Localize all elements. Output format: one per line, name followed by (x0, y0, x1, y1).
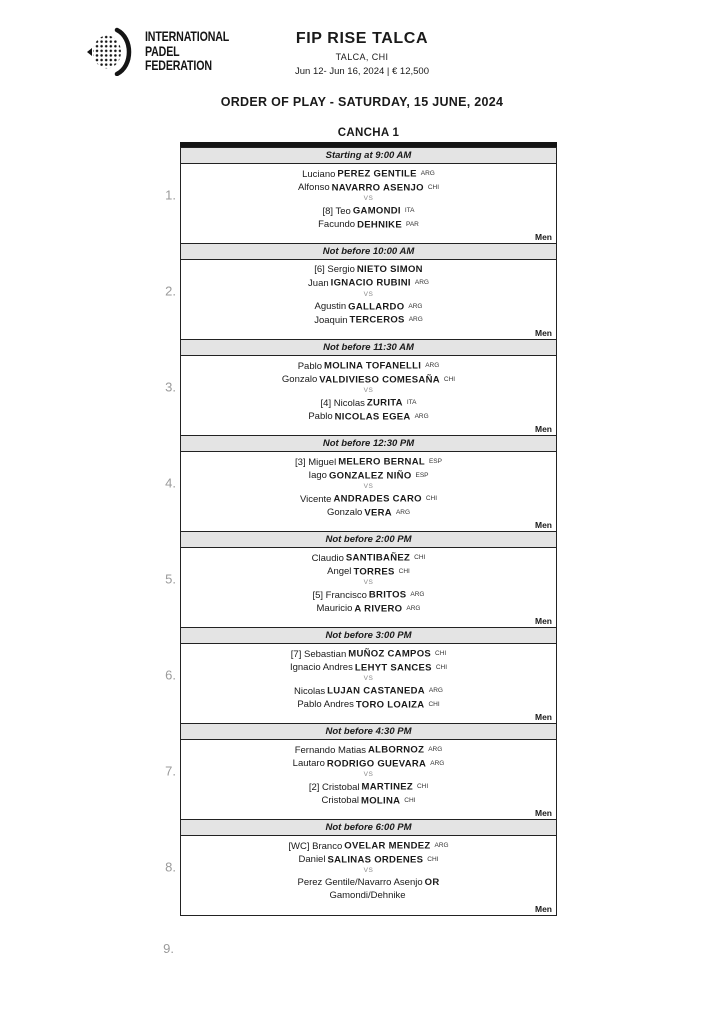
player-surname: DEHNIKE (357, 219, 402, 230)
match-number: 6. (165, 667, 176, 683)
player-surname: VERA (364, 507, 392, 518)
player-line (181, 204, 556, 218)
player-firstname: Cristobal (321, 795, 359, 806)
player-country-code: ARG (414, 279, 429, 286)
player-firstname: Pablo Andres (297, 699, 354, 710)
player-firstname: [WC] Branco (288, 840, 343, 852)
match-block (165, 147, 557, 243)
player-surname: RODRIGO GUEVARA (326, 758, 427, 769)
event-header (0, 30, 724, 77)
player-firstname: Agustin (314, 301, 347, 312)
category-label: Men (535, 616, 552, 626)
category-label: Men (535, 232, 552, 242)
category-label: Men (535, 808, 552, 818)
match-time-header: Not before 6:00 PM (181, 819, 556, 836)
player-line (181, 757, 556, 771)
match-content (181, 644, 556, 723)
ipf-logo-line1: INTERNATIONAL (145, 28, 230, 45)
player-firstname: [6] Sergio (314, 264, 355, 275)
player-line (181, 743, 556, 757)
player-surname: NAVARRO ASENJO (331, 182, 424, 193)
vs-label: VS (363, 579, 374, 586)
player-firstname: Gamondi/Dehnike (329, 890, 406, 901)
match-block (165, 243, 557, 339)
event-title: FIP RISE TALCA (295, 30, 429, 47)
player-firstname: [2] Cristobal (308, 781, 360, 793)
player-line (181, 396, 556, 410)
player-country-code: ARG (434, 842, 449, 849)
player-firstname: Iago (308, 470, 327, 481)
player-firstname: Nicolas (294, 685, 326, 697)
player-line (181, 565, 556, 579)
order-of-play-title: ORDER OF PLAY - SATURDAY, 15 JUNE, 2024 (220, 95, 504, 109)
match-content (181, 740, 556, 819)
player-surname: SANTIBAÑEZ (345, 552, 411, 564)
player-line (181, 794, 556, 808)
category-label: Men (535, 424, 552, 434)
player-surname: GAMONDI (352, 205, 401, 217)
vs-label: VS (363, 867, 374, 874)
player-firstname: [4] Nicolas (320, 397, 365, 409)
player-surname: GONZALEZ NIÑO (328, 470, 412, 481)
player-surname: TORO LOAIZA (355, 699, 425, 710)
match-content (181, 356, 556, 435)
player-firstname: Joaquin (314, 314, 348, 326)
match-content (181, 164, 556, 243)
player-line (181, 853, 556, 867)
match-time-header: Not before 12:30 PM (181, 435, 556, 452)
player-surname: ZURITA (366, 397, 403, 409)
player-line (181, 602, 556, 616)
player-line (181, 876, 556, 889)
player-surname: VALDIVIESO COMESAÑA (319, 374, 440, 385)
player-line (181, 167, 556, 181)
match-block (165, 627, 557, 723)
player-country-code: ARG (430, 759, 445, 767)
player-surname: BRITOS (368, 589, 407, 601)
ipf-logo-line3: FEDERATION (145, 57, 212, 74)
player-firstname: Angel (327, 566, 352, 577)
player-line (181, 469, 556, 483)
match-block (165, 819, 557, 916)
player-line (181, 661, 556, 675)
player-firstname: Pablo (308, 411, 333, 422)
order-of-play-table (165, 127, 557, 916)
match-block (165, 723, 557, 819)
player-firstname: [8] Teo (322, 205, 351, 217)
category-label: Men (535, 520, 552, 530)
ipf-logo-line2: PADEL (145, 42, 180, 59)
player-firstname: Mauricio (316, 603, 353, 614)
player-country-code: CHI (427, 183, 440, 191)
match-number: 8. (165, 859, 176, 875)
player-surname: IGNACIO RUBINI (330, 277, 411, 289)
player-firstname: Gonzalo (326, 507, 363, 518)
player-country-code: ARG (410, 591, 425, 598)
player-line (181, 276, 556, 290)
player-firstname: Pablo (297, 360, 323, 372)
player-surname: NICOLAS EGEA (334, 411, 411, 422)
player-surname: ALBORNOZ (367, 744, 425, 756)
match-content (181, 548, 556, 627)
player-firstname: Alfonso (297, 182, 330, 193)
player-line (181, 492, 556, 506)
vs-label: VS (363, 771, 374, 778)
player-surname: MUÑOZ CAMPOS (348, 648, 432, 660)
player-country-code: CHI (416, 783, 429, 790)
player-line (181, 263, 556, 276)
player-firstname: Daniel (298, 854, 326, 865)
vs-label: VS (363, 675, 374, 682)
player-country-code: ESP (415, 471, 429, 479)
player-surname: MOLINA TOFANELLI (324, 360, 422, 372)
player-line (181, 373, 556, 387)
player-line (181, 889, 556, 902)
match-blocks (165, 147, 557, 916)
player-firstname: Ignacio Andres (289, 662, 353, 673)
category-label: Men (535, 712, 552, 722)
player-country-code: CHI (404, 796, 416, 804)
player-line (181, 647, 556, 661)
match-time-header: Not before 3:00 PM (181, 627, 556, 644)
player-firstname: Juan (308, 277, 329, 289)
player-firstname: [3] Miguel (295, 456, 337, 468)
player-country-code: ESP (428, 458, 442, 465)
match-content (181, 260, 556, 339)
match-number: 4. (165, 475, 176, 491)
player-country-code: PAR (405, 220, 419, 228)
player-line (181, 218, 556, 232)
player-surname: A RIVERO (354, 603, 403, 614)
player-line (181, 455, 556, 469)
player-country-code: ARG (395, 508, 411, 516)
player-country-code: CHI (435, 650, 447, 657)
category-label: Men (535, 328, 552, 338)
player-country-code: CHI (427, 855, 439, 863)
match-time-header: Not before 11:30 AM (181, 339, 556, 356)
player-country-code: CHI (435, 663, 448, 671)
player-surname: GALLARDO (348, 301, 405, 312)
category-label: Men (535, 904, 552, 914)
player-surname: OVELAR MENDEZ (344, 840, 431, 852)
player-surname: OR (424, 877, 440, 888)
match-number: 1. (165, 187, 176, 203)
player-surname: MOLINA (361, 795, 401, 806)
event-location: TALCA, CHI (335, 52, 389, 62)
vs-label: VS (363, 387, 374, 394)
match-block (165, 435, 557, 531)
player-country-code: CHI (443, 375, 456, 383)
player-line (181, 839, 556, 853)
player-surname: SALINAS ORDENES (327, 854, 424, 865)
player-line (181, 588, 556, 602)
next-match-number: 9. (163, 941, 174, 956)
player-line (181, 684, 556, 698)
match-content (181, 452, 556, 531)
player-line (181, 780, 556, 794)
player-country-code: ARG (408, 302, 423, 310)
match-number: 2. (165, 283, 176, 299)
player-surname: NIETO SIMON (356, 264, 423, 275)
match-content (181, 836, 556, 915)
vs-label: VS (363, 483, 374, 490)
player-firstname: Vicente (299, 493, 332, 505)
player-firstname: Perez Gentile/Navarro Asenjo (297, 877, 423, 888)
match-number: 7. (165, 763, 176, 779)
player-line (181, 300, 556, 314)
player-firstname: Claudio (311, 552, 344, 564)
court-title: CANCHA 1 (337, 127, 400, 139)
player-firstname: [7] Sebastian (290, 648, 347, 660)
match-time-header: Starting at 9:00 AM (181, 147, 556, 164)
player-line (181, 359, 556, 373)
player-surname: MARTINEZ (361, 781, 413, 793)
match-time-header: Not before 10:00 AM (181, 243, 556, 260)
player-country-code: CHI (414, 554, 426, 561)
match-time-header: Not before 2:00 PM (181, 531, 556, 548)
player-country-code: ARG (414, 412, 429, 420)
player-firstname: Fernando Matias (294, 744, 366, 756)
player-country-code: ARG (428, 687, 443, 694)
match-block (165, 339, 557, 435)
player-line (181, 551, 556, 565)
player-surname: ANDRADES CARO (333, 493, 422, 505)
player-country-code: CHI (428, 700, 440, 708)
player-line (181, 506, 556, 520)
event-dates: Jun 12- Jun 16, 2024 | € 12,500 (295, 66, 429, 77)
player-country-code: ARG (406, 604, 421, 612)
match-number: 3. (165, 379, 176, 395)
player-surname: TORRES (353, 566, 395, 577)
player-surname: LEHYT SANCES (354, 662, 432, 673)
player-country-code: CHI (425, 495, 438, 502)
player-country-code: ITA (406, 399, 417, 406)
player-firstname: Luciano (302, 168, 336, 180)
player-line (181, 698, 556, 712)
player-surname: LUJAN CASTANEDA (327, 685, 425, 697)
player-country-code: ARG (425, 362, 440, 369)
match-block (165, 531, 557, 627)
match-number: 5. (165, 571, 176, 587)
player-surname: TERCEROS (349, 314, 405, 326)
player-line (181, 410, 556, 424)
player-country-code: ARG (428, 746, 443, 753)
vs-label: VS (363, 290, 374, 298)
player-line (181, 181, 556, 195)
player-firstname: Gonzalo (281, 374, 318, 385)
player-country-code: ARG (408, 316, 423, 323)
player-country-code: ITA (404, 207, 415, 214)
player-surname: MELERO BERNAL (338, 456, 425, 468)
match-time-header: Not before 4:30 PM (181, 723, 556, 740)
player-firstname: Facundo (318, 219, 356, 230)
player-firstname: Lautaro (292, 758, 325, 769)
player-firstname: [5] Francisco (312, 589, 367, 601)
player-line (181, 313, 556, 327)
player-surname: PEREZ GENTILE (337, 168, 417, 180)
player-country-code: CHI (398, 567, 410, 575)
vs-label: VS (363, 195, 374, 202)
player-country-code: ARG (420, 170, 435, 177)
